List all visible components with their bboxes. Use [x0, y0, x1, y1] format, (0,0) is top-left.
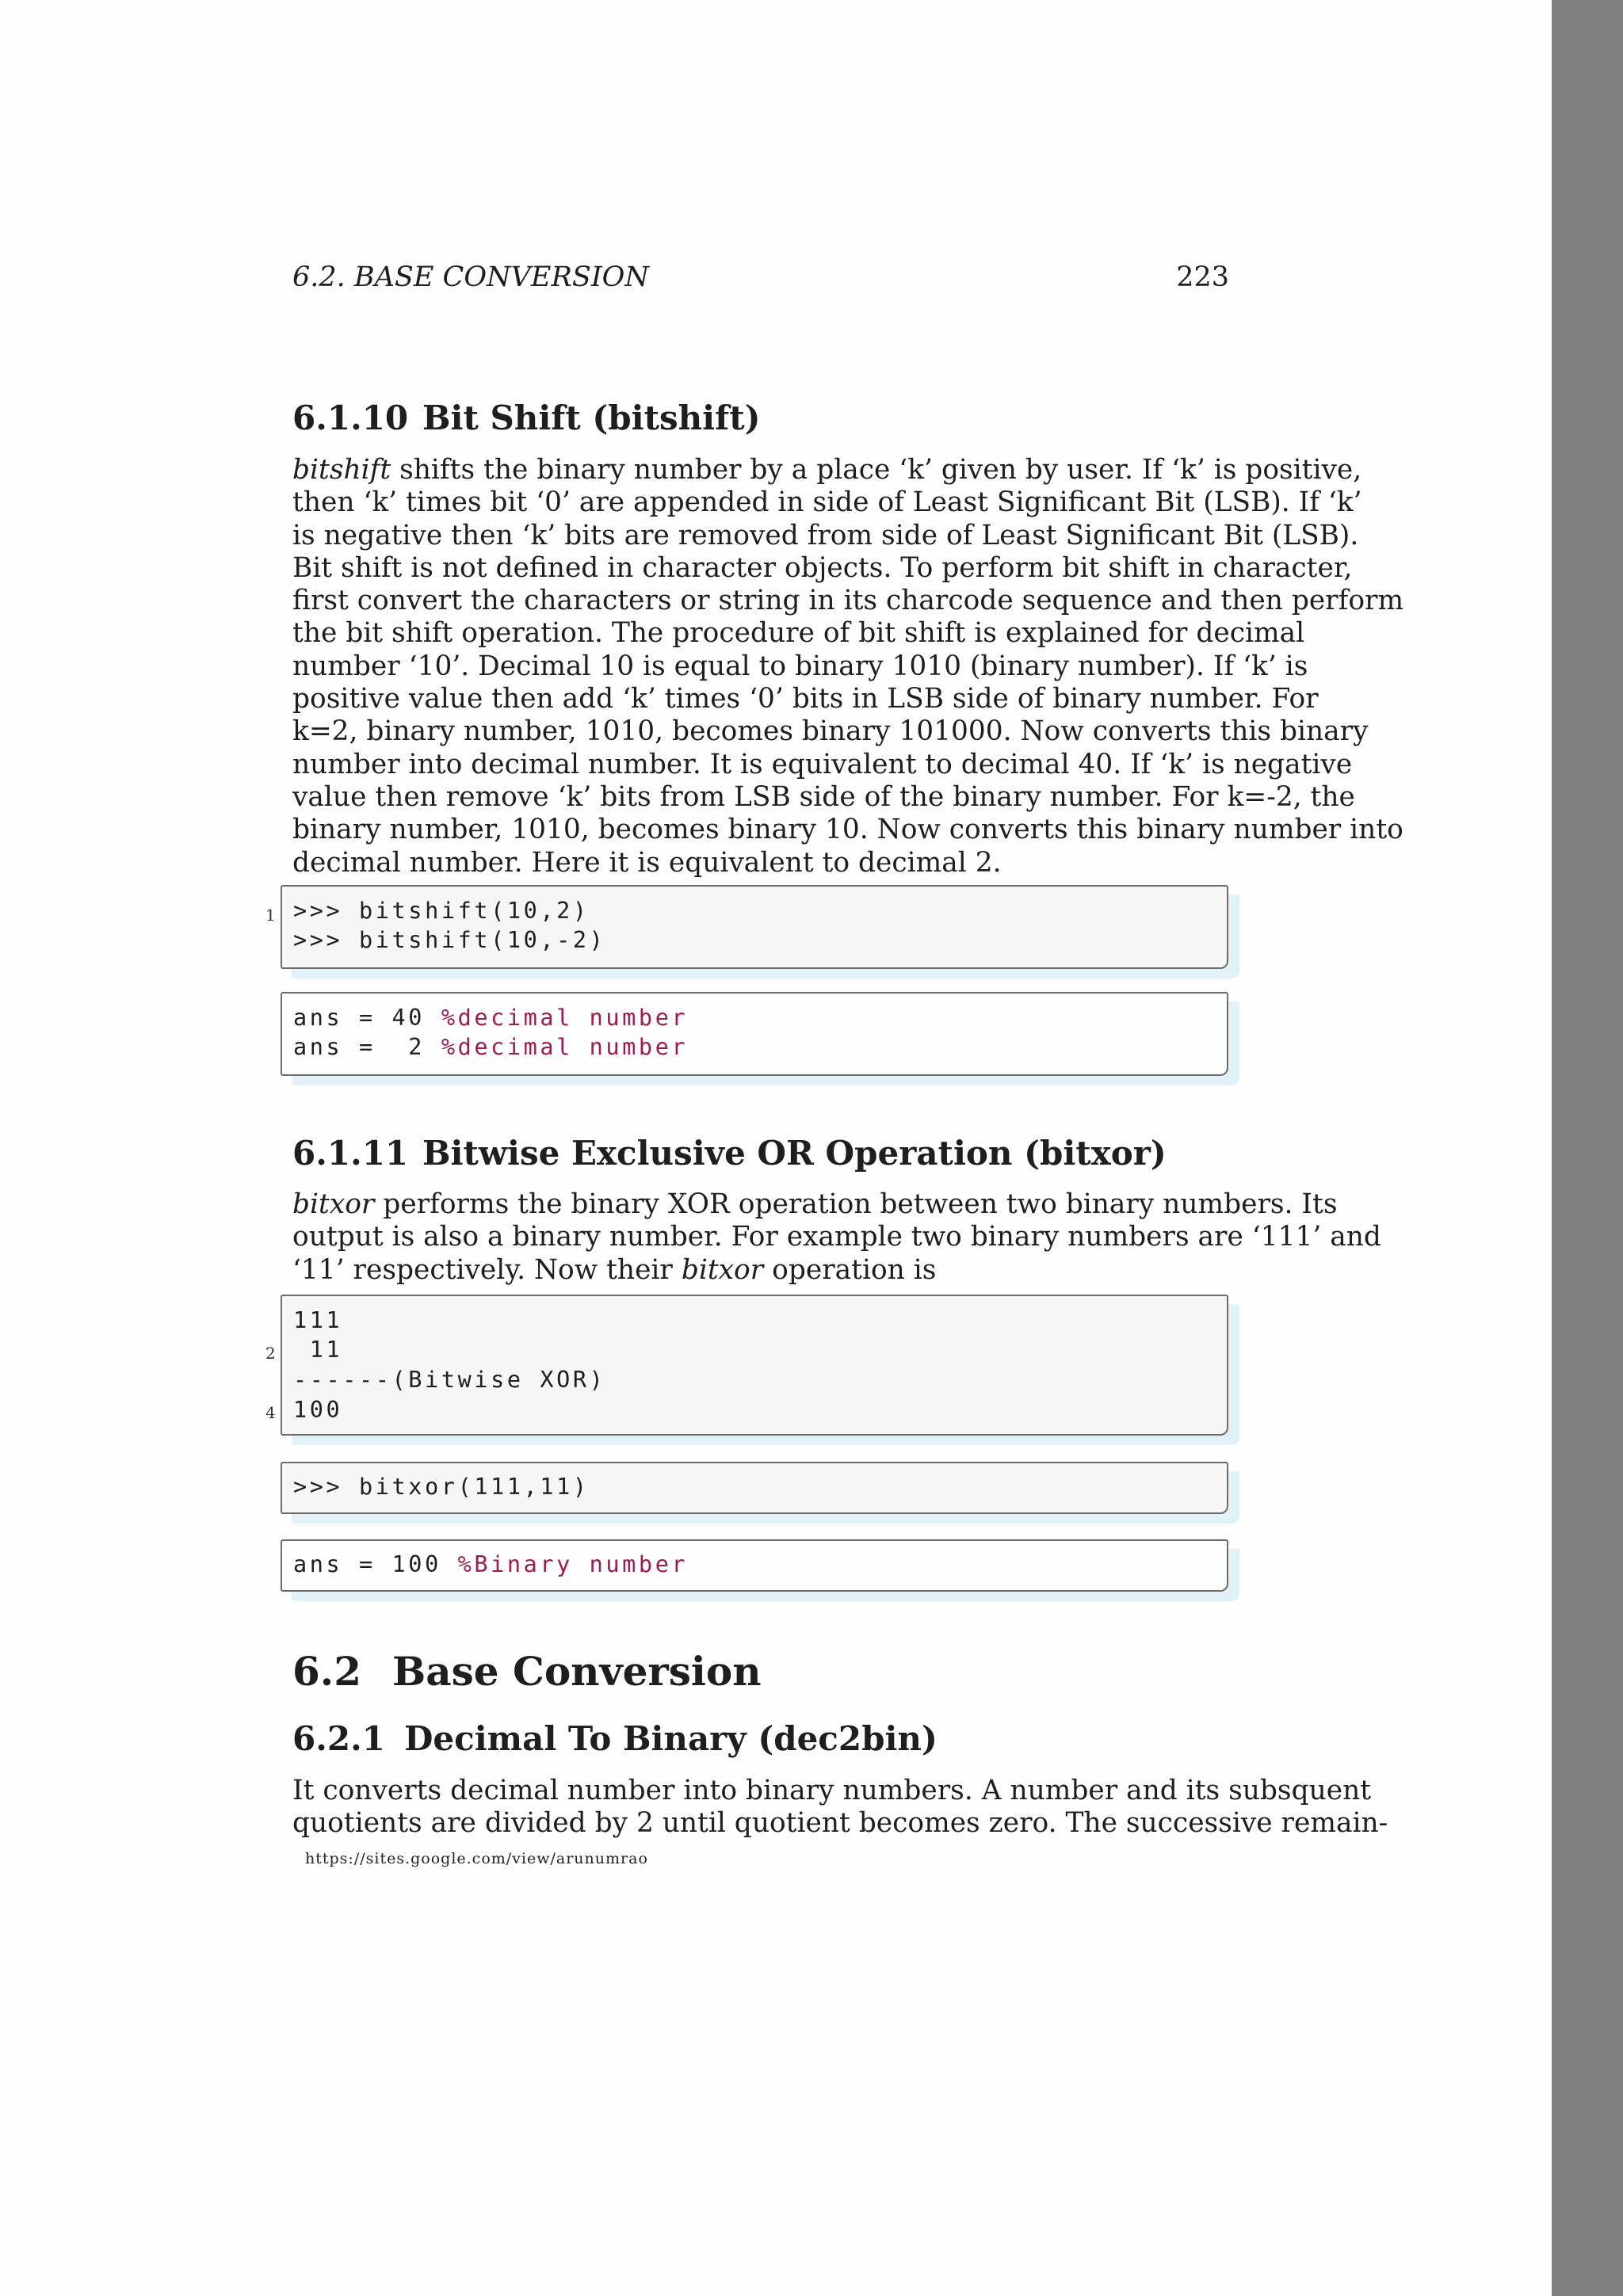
code-line: 111	[293, 1307, 343, 1333]
section-heading-6-2	[292, 1648, 762, 1695]
section-title: Bit Shift (bitshift)	[422, 399, 761, 437]
paragraph-line: decimal number. Here it is equivalent to decimal 2.	[292, 846, 1002, 879]
code-comment: %decimal number	[441, 1005, 689, 1031]
bitxor-description	[292, 1188, 1381, 1287]
section-heading-6-1-10	[292, 399, 760, 437]
paragraph-line: first convert the characters or string in its charcode sequence and then perform	[292, 585, 1404, 617]
paragraph-line: k=2, binary number, 1010, becomes binary 101000. Now converts this binary	[292, 715, 1369, 748]
paragraph-line: number into decimal number. It is equivalent to decimal 40. If ‘k’ is negative	[292, 748, 1353, 780]
running-title: 6.2. BASE CONVERSION	[292, 261, 649, 293]
code-output-bitshift	[281, 992, 1228, 1076]
code-line: >>> bitxor(111,11)	[293, 1474, 590, 1500]
paragraph-line: It converts decimal number into binary numbers. A number and its subsquent	[292, 1775, 1372, 1806]
code-line-number: 4	[265, 1403, 276, 1422]
running-header	[292, 261, 1229, 293]
section-number: 6.1.10	[292, 399, 409, 437]
bitshift-description	[292, 454, 1404, 879]
function-name: bitxor	[681, 1253, 764, 1286]
code-line: >>> bitshift(10,-2)	[293, 927, 606, 953]
paragraph-line: ‘11’ respectively. Now their bitxor operation is	[292, 1253, 937, 1286]
paragraph-line: bitxor performs the binary XOR operation between two binary numbers. Its	[292, 1188, 1338, 1220]
section-number: 6.2	[292, 1648, 361, 1695]
paragraph-line: is negative then ‘k’ bits are removed from side of Least Significant Bit (LSB).	[292, 519, 1359, 551]
footer-url: https://sites.google.com/view/arunumrao	[305, 1850, 648, 1867]
section-number: 6.1.11	[292, 1134, 409, 1173]
code-comment: %Binary number	[457, 1551, 689, 1577]
code-output-bitxor	[281, 1539, 1228, 1592]
paragraph-line: output is also a binary number. For example two binary numbers are ‘111’ and	[292, 1221, 1381, 1253]
page-number: 223	[1176, 261, 1229, 293]
paragraph-line: positive value then add ‘k’ times ‘0’ bits in LSB side of binary number. For	[292, 683, 1319, 715]
paragraph-line: the bit shift operation. The procedure of bit shift is explained for decimal	[292, 617, 1305, 650]
paragraph-line: Bit shift is not defined in character objects. To perform bit shift in character,	[292, 551, 1353, 584]
code-line: ans = 100 %Binary number	[293, 1551, 689, 1577]
code-line-number: 1	[265, 906, 276, 925]
page-side-bar	[1552, 0, 1623, 2296]
paragraph-line: number ‘10’. Decimal 10 is equal to binary 1010 (binary number). If ‘k’ is	[292, 650, 1308, 682]
code-listing-bitxor	[281, 1462, 1228, 1514]
code-line: ans = 2 %decimal number	[293, 1034, 689, 1060]
code-line: ------(Bitwise XOR)	[293, 1367, 606, 1393]
paragraph-line: binary number, 1010, becomes binary 10. Now converts this binary number into	[292, 814, 1403, 846]
dec2bin-description	[292, 1775, 1388, 1840]
function-name: bitxor	[292, 1188, 375, 1220]
code-comment: %decimal number	[441, 1034, 689, 1060]
paragraph-line: bitshift shifts the binary number by a place ‘k’ given by user. If ‘k’ is positive,	[292, 454, 1362, 486]
code-line: 100	[293, 1397, 343, 1423]
section-title: Decimal To Binary (dec2bin)	[404, 1719, 938, 1758]
section-title: Base Conversion	[392, 1648, 762, 1695]
section-number: 6.2.1	[292, 1719, 385, 1758]
section-title: Bitwise Exclusive OR Operation (bitxor)	[422, 1134, 1167, 1173]
code-line: >>> bitshift(10,2)	[293, 898, 590, 924]
paragraph-line: quotients are divided by 2 until quotient becomes zero. The successive remain-	[292, 1807, 1388, 1840]
code-listing-bitshift	[281, 885, 1228, 969]
code-line-number: 2	[265, 1344, 276, 1363]
section-heading-6-2-1	[292, 1719, 938, 1758]
paragraph-line: then ‘k’ times bit ‘0’ are appended in side of Least Significant Bit (LSB). If ‘k’	[292, 486, 1362, 519]
paragraph-line: value then remove ‘k’ bits from LSB side of the binary number. For k=-2, the	[292, 780, 1355, 813]
code-line: ans = 40 %decimal number	[293, 1005, 689, 1031]
function-name: bitshift	[292, 454, 391, 486]
xor-example-listing	[281, 1295, 1228, 1436]
code-line: 11	[293, 1337, 343, 1363]
section-heading-6-1-11	[292, 1134, 1167, 1173]
